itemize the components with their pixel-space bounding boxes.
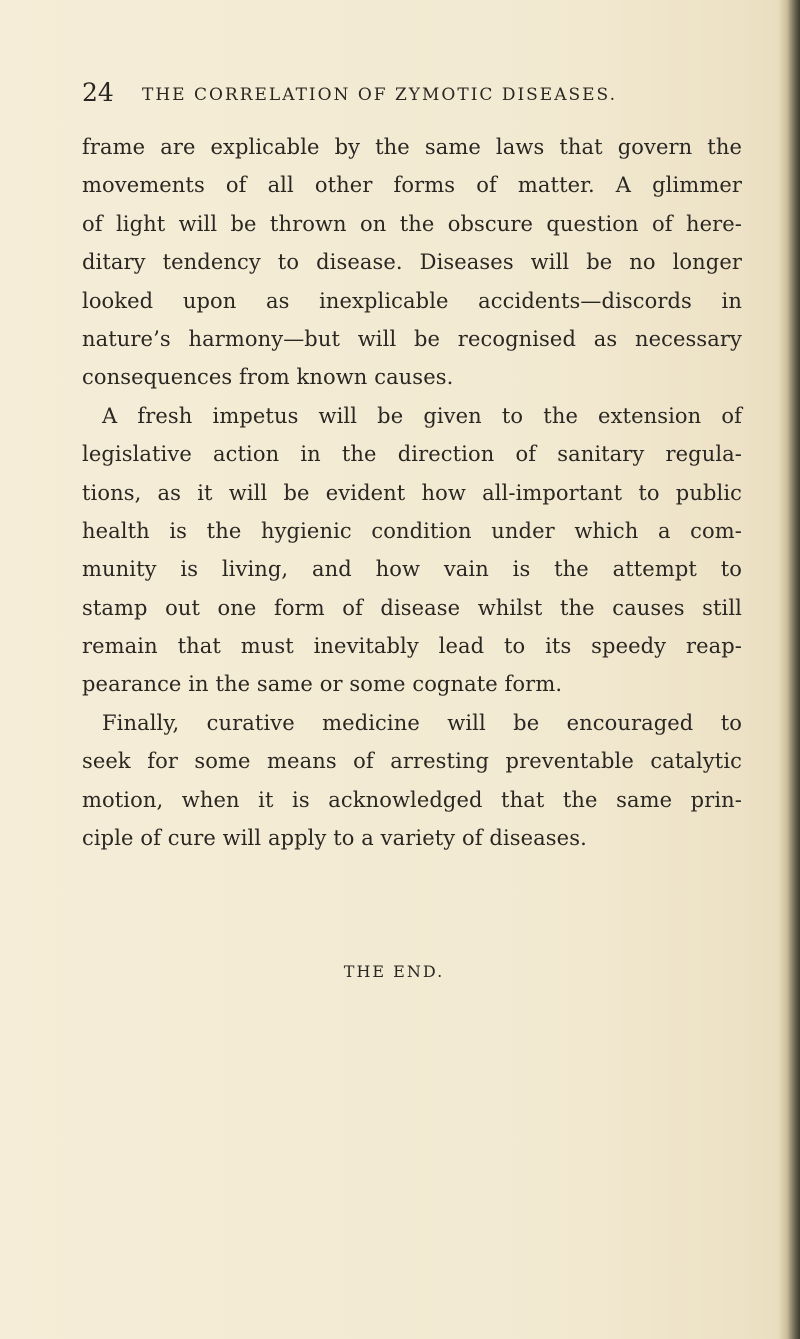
text-line: A fresh impetus will be given to the extension of [102,403,742,428]
page-gutter-shadow [778,0,800,1339]
running-head [82,78,782,112]
text-line: Finally, curative medicine will be encouraged to [102,710,742,735]
body-text [82,128,742,857]
text-line: ditary tendency to disease. Diseases will be no longer [82,250,742,275]
text-line: nature’s harmony—but will be recognised as necessary [82,326,742,351]
text-line: motion, when it is acknowledged that the same prin- [82,787,742,812]
end-text: THE END. [343,962,445,981]
text-line: frame are explicable by the same laws that govern the [82,135,742,159]
text-line: health is the hygienic condition under which a com- [82,518,742,543]
page-number: 24 [82,78,114,107]
running-head-title: THE CORRELATION OF ZYMOTIC DISEASES. [142,85,617,105]
text-line: consequences from known causes. [82,365,454,390]
text-line: munity is living, and how vain is the attempt to [82,557,742,582]
text-line: movements of all other forms of matter. A glimmer [82,173,742,198]
text-line: of light will be thrown on the obscure question of here- [82,211,742,236]
end-mark [0,960,800,984]
text-line: stamp out one form of disease whilst the causes still [82,595,742,620]
text-line: legislative action in the direction of sanitary regula- [82,442,742,467]
text-line: remain that must inevitably lead to its speedy reap- [82,634,742,659]
text-line: looked upon as inexplicable accidents—discords in [82,288,742,313]
text-line: tions, as it will be evident how all-important to public [82,480,742,505]
text-line: seek for some means of arresting preventable catalytic [82,749,742,774]
text-line: ciple of cure will apply to a variety of diseases. [82,826,587,851]
text-line: pearance in the same or some cognate form. [82,672,563,697]
